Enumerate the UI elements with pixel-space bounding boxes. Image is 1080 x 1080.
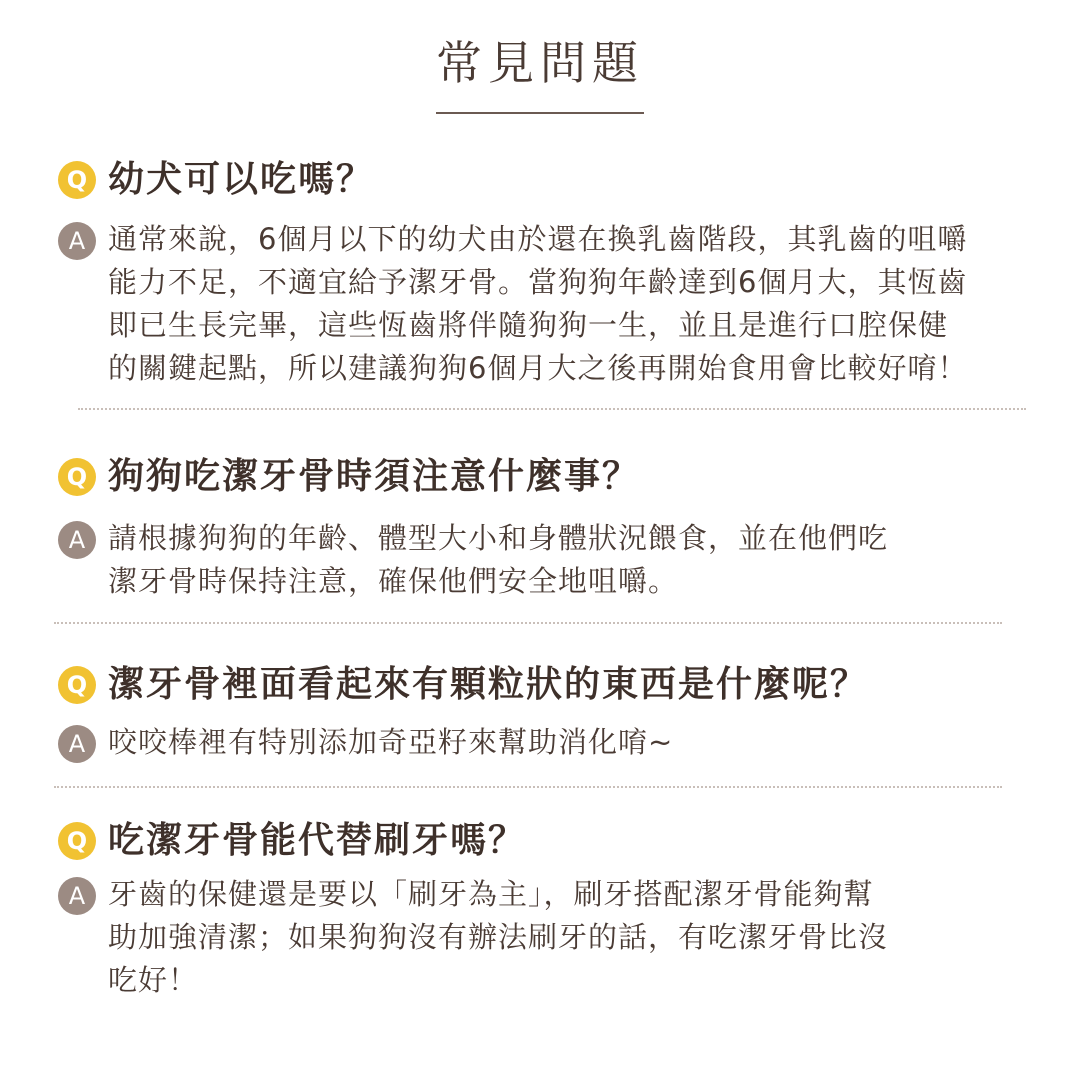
question-text: 幼犬可以吃嗎？	[108, 159, 375, 200]
question-row	[58, 160, 374, 200]
q-badge-icon: Q	[58, 161, 96, 199]
a-badge-icon: A	[58, 877, 96, 915]
question-text: 狗狗吃潔牙骨時須注意什麼事？	[108, 456, 641, 497]
a-badge-icon: A	[58, 222, 96, 260]
a-badge-icon: A	[58, 725, 96, 763]
answer-text: 牙齒的保健還是要以「刷牙為主」，刷牙搭配潔牙骨能夠幫 助加強清潔；如果狗狗沒有辦法刷牙的話，有吃潔牙骨比沒 吃好！	[108, 877, 889, 997]
question-row	[58, 821, 526, 861]
page-title: 常見問題	[436, 36, 644, 90]
divider	[78, 408, 1026, 410]
answer-text: 通常來說，6個月以下的幼犬由於還在換乳齒階段，其乳齒的咀嚼 能力不足，不適宜給予潔牙骨。當狗狗年齡達到6個月大，其恆齒 即已生長完畢，這些恆齒將伴隨狗狗一生，並且是進行口腔保健 的關鍵起點，所以建議狗狗6個月大之後再開始食用會比較好唷！	[108, 222, 968, 385]
answer-text: 請根據狗狗的年齡、體型大小和身體狀況餵食，並在他們吃 潔牙骨時保持注意，確保他們安全地咀嚼。	[108, 521, 889, 598]
divider	[54, 622, 1002, 624]
answer-text: 咬咬棒裡有特別添加奇亞籽來幫助消化唷~	[108, 725, 674, 759]
question-text: 吃潔牙骨能代替刷牙嗎？	[108, 820, 527, 861]
q-badge-icon: Q	[58, 822, 96, 860]
q-badge-icon: Q	[58, 458, 96, 496]
question-row	[58, 457, 640, 497]
title-underline	[436, 112, 644, 114]
divider	[54, 786, 1002, 788]
question-row	[58, 665, 868, 705]
a-badge-icon: A	[58, 521, 96, 559]
q-badge-icon: Q	[58, 666, 96, 704]
question-text: 潔牙骨裡面看起來有顆粒狀的東西是什麼呢？	[108, 664, 869, 705]
